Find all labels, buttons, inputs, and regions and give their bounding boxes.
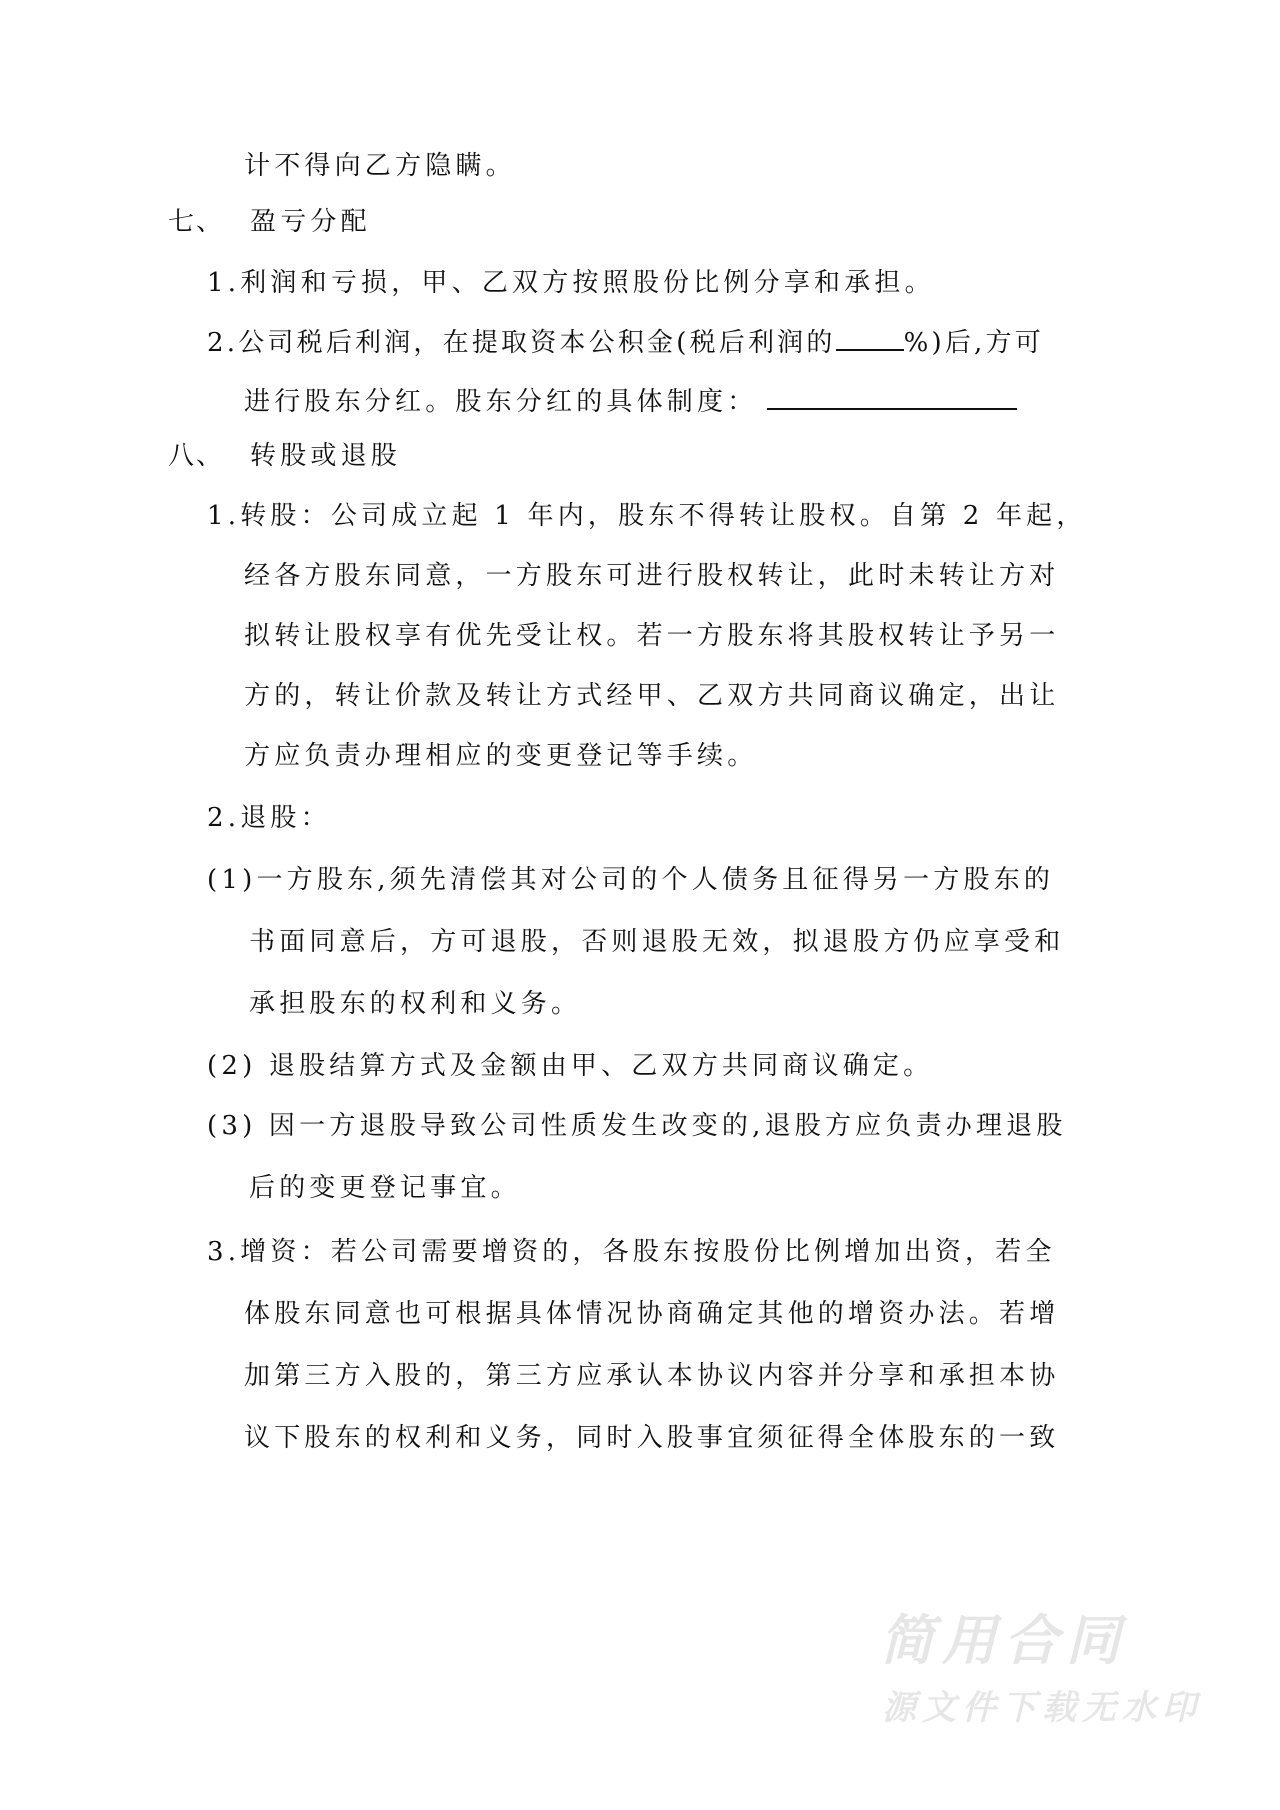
text: 体股东同意也可根据具体情况协商确定其他的增资办法。若增: [244, 1299, 1060, 1329]
section-title: 转股或退股: [250, 441, 402, 471]
text: 方应负责办理相应的变更登记等手续。: [244, 741, 758, 771]
list-item-2: [207, 325, 1044, 361]
item-number: 2.: [207, 328, 239, 358]
item-number: (1): [207, 865, 257, 895]
paragraph-line: [244, 384, 1017, 420]
text: 因一方退股导致公司性质发生改变的,退股方应负责办理退股: [268, 1111, 1067, 1141]
section-title: 盈亏分配: [250, 207, 371, 237]
item-number: (3): [207, 1111, 257, 1141]
text: 加第三方入股的，第三方应承认本协议内容并分享和承担本协: [244, 1361, 1060, 1391]
section-number: 七、: [168, 207, 225, 237]
text: 方的，转让价款及转让方式经甲、乙双方共同商议确定，出让: [244, 681, 1060, 711]
item-number: 1.: [207, 268, 241, 298]
section-heading-7: [168, 204, 371, 240]
text: 计不得向乙方隐瞒。: [244, 151, 516, 181]
text: 议下股东的权利和义务，同时入股事宜须征得全体股东的一致: [244, 1423, 1060, 1453]
paragraph-line: [244, 1296, 1059, 1332]
text: 承担股东的权利和义务。: [249, 989, 582, 1019]
text: 转股：公司成立起 1 年内，股东不得转让股权。自第 2 年起，: [240, 501, 1087, 531]
section-heading-8: [168, 438, 401, 474]
list-item-2: [207, 800, 331, 836]
sub-item-2: [207, 1048, 933, 1084]
paragraph-line: [244, 1358, 1059, 1394]
text: 公司税后利润，在提取资本公积金(税后利润的: [238, 328, 836, 358]
text: 进行股东分红。股东分红的具体制度：: [244, 387, 758, 417]
sub-item-1: [207, 862, 1054, 898]
section-number: 八、: [168, 441, 225, 471]
text: 增资：若公司需要增资的，各股东按股份比例增加出资，若全: [240, 1237, 1056, 1267]
item-number: 1.: [207, 501, 241, 531]
percent-blank-field[interactable]: [836, 325, 904, 351]
text: 经各方股东同意，一方股东可进行股权转让，此时未转让方对: [244, 561, 1060, 591]
text: 一方股东,须先清偿其对公司的个人债务且征得另一方股东的: [256, 865, 1055, 895]
paragraph-line: [249, 1170, 521, 1206]
text: 利润和亏损，甲、乙双方按照股份比例分享和承担。: [240, 268, 935, 298]
item-number: 2.: [207, 803, 241, 833]
paragraph-line: [244, 678, 1059, 714]
paragraph-line: [244, 148, 516, 184]
text: 拟转让股权享有优先受让权。若一方股东将其股权转让予另一: [244, 621, 1060, 651]
text: %)后,方可: [903, 328, 1044, 358]
paragraph-line: [244, 618, 1059, 654]
text: 退股结算方式及金额由甲、乙双方共同商议确定。: [268, 1051, 934, 1081]
list-item-1: [207, 265, 935, 301]
watermark-brand: 简用合同: [880, 1609, 1128, 1672]
list-item-1: [207, 498, 1087, 534]
paragraph-line: [244, 558, 1059, 594]
paragraph-line: [249, 986, 581, 1022]
item-number: 3.: [207, 1237, 241, 1267]
paragraph-line: [244, 738, 757, 774]
text: 后的变更登记事宜。: [249, 1173, 521, 1203]
text: 书面同意后，方可退股，否则退股无效，拟退股方仍应享受和: [249, 927, 1065, 957]
paragraph-line: [244, 1420, 1059, 1456]
dividend-policy-blank-field[interactable]: [767, 384, 1017, 410]
list-item-3: [207, 1234, 1056, 1270]
sub-item-3: [207, 1108, 1067, 1144]
item-number: (2): [207, 1051, 257, 1081]
paragraph-line: [249, 924, 1064, 960]
watermark-tagline: 源文件下载无水印: [882, 1688, 1202, 1728]
text: 退股：: [240, 803, 331, 833]
